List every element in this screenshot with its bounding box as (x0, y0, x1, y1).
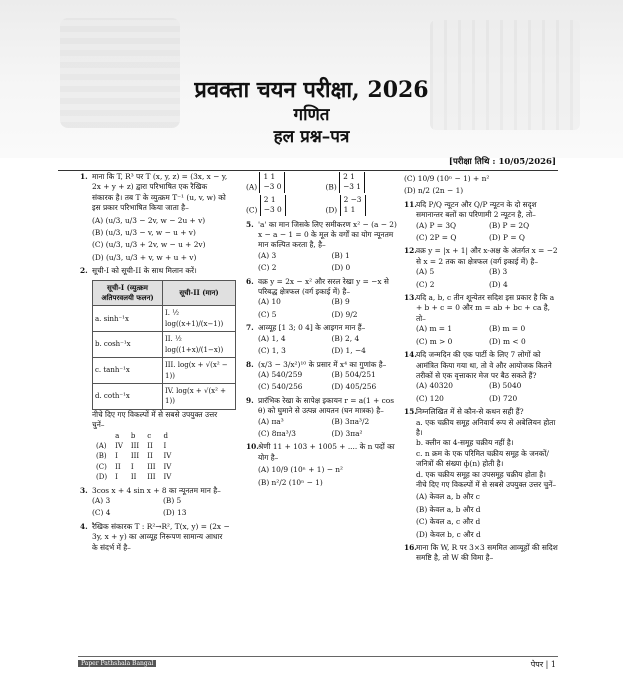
list-2-item: I. ½ log((x+1)/(x−1)) (163, 306, 236, 332)
code-cell: I (115, 452, 118, 461)
question-14 (404, 350, 558, 404)
option-c: (C) 540/256 (258, 382, 303, 392)
question-7 (246, 323, 401, 356)
question-number: 5. (246, 219, 254, 229)
code-cell: IV (163, 462, 172, 471)
code-cell: I (115, 473, 118, 482)
statement-c: c. n क्रम के एक परिमित चक्रीय समूह के जनकों/जनित्रों की संख्या ф(n) होती है। (416, 448, 549, 469)
option-a: (A) 10 (258, 297, 281, 307)
question-16 (404, 543, 558, 564)
question-number: 8. (246, 359, 254, 369)
question-text: यदि a, b, c तीन शून्येतर सदिश इस प्रकार है कि a + b + c = 0 और m = ab + bc + ca है, तो– (416, 293, 555, 323)
question-number: 15. (404, 407, 417, 417)
exam-date: [परीक्षा तिथि : 10/05/2026] (448, 157, 556, 167)
option-a: (A) m = 1 (416, 324, 453, 334)
question-text: (x/3 − 3/x²)¹⁰ के प्रसार में x⁴ का गुणांक है– (258, 359, 387, 369)
question-number: 6. (246, 276, 254, 286)
instruction-text: नीचे दिए गए विकल्पों में से सबसे उपयुक्त उत्तर चुनें– (416, 479, 557, 489)
question-text: यदि जन्मदिन की एक पार्टी के लिए 7 लोगों को आमंत्रित किया गया था, तो वे और आयोजक कितने तरीकों से एक वृत्ताकार मेज पर बैठ सकते हैं? (416, 350, 552, 380)
option-c: (C) m > 0 (416, 336, 453, 346)
list-2-item: III. log(x + √(x² − 1)) (163, 358, 236, 384)
question-4 (80, 522, 230, 553)
question-number: 11. (404, 199, 417, 209)
option-a: (A) केवल a, b और c (416, 492, 480, 502)
option-d: (D) 720 (489, 393, 518, 403)
option-d: (D) 0 (331, 263, 351, 273)
option-b: (B) केवल a, b और d (416, 504, 481, 514)
statement-d: d. एक चक्रीय समूह का उपसमूह चक्रीय होता है। (416, 469, 546, 479)
code-head (92, 431, 111, 441)
question-number: 2. (80, 266, 88, 276)
code-head: c (147, 431, 152, 440)
question-text: माना कि W, R पर 3×3 सममित आव्यूहों की सदिश समष्टि है, तो W की विमा है– (416, 543, 558, 563)
question-6 (246, 277, 401, 321)
question-1 (80, 172, 230, 263)
page-number: पेपर | 1 (530, 660, 556, 669)
code-head: a (115, 431, 120, 440)
code-cell: IV (163, 473, 172, 482)
subject-title: गणित (293, 105, 330, 125)
option-d: (D) 1, −4 (331, 346, 366, 356)
list-2-item: II. ½ log((1+x)/(1−x)) (163, 332, 236, 358)
question-text: 'a' का मान जिसके लिए समीकरण x² − (a − 2) x − a − 1 = 0 के मूल के वर्गों का योग न्यूनतम मान कल्पित करता है, है– (258, 219, 397, 250)
option-b: (B) (u/3, u/3 − v, w − u + v) (92, 228, 196, 238)
matrix (340, 195, 366, 216)
instruction-text: नीचे दिए गए विकल्पों में से सबसे उपयुक्त उत्तर चुनें– (92, 409, 218, 430)
question-text: माना कि T, R³ पर T (x, y, z) = (3x, x − y, 2x + y + z) द्वारा परिभाषित एक रैखिक संकारक है। तब T के व्युत्क्रम T⁻¹ (u, v, w) को इस प्रकार परिभाषित किया जाता है– (92, 172, 228, 213)
option-label: (B) (325, 182, 337, 192)
option-b: (B) m = 0 (489, 324, 526, 334)
code-head: d (163, 431, 168, 440)
option-d: (D) n/2 (2n − 1) (404, 186, 464, 196)
question-number: 4. (80, 521, 88, 531)
code-cell: (C) (96, 462, 107, 471)
question-number: 13. (404, 293, 417, 303)
code-cell: III (130, 452, 140, 461)
paper-subtitle: हल प्रश्न–पत्र (273, 127, 350, 147)
option-label: (A) (246, 182, 258, 192)
matrix-row: 1 1 (263, 172, 276, 181)
question-number: 12. (404, 246, 417, 256)
question-number: 7. (246, 323, 254, 333)
option-b: (B) 5040 (489, 381, 522, 391)
option-c: (C) 2 (416, 279, 435, 289)
option-c: (C) 2 (258, 263, 277, 273)
matrix-row: 2 1 (343, 172, 355, 181)
code-cell: II (115, 462, 121, 471)
option-d: (D) (u/3, u/3 + v, w + u + v) (92, 252, 197, 262)
matrix-row: −3 0 (263, 182, 282, 192)
matrix (260, 195, 286, 216)
question-text: वक्र y = 2x − x² और सरल रेखा y = −x से परिबद्ध क्षेत्रफल (वर्ग इकाई में) है– (258, 276, 389, 297)
question-text: सूची-I को सूची-II के साथ मिलान करें। (92, 266, 197, 276)
code-cell: III (147, 462, 156, 471)
question-8 (246, 360, 401, 393)
code-cell: (D) (96, 473, 108, 482)
option-d (326, 195, 402, 216)
question-text: आव्यूह [1 3; 0 4] के आइगन मान हैं– (258, 323, 366, 333)
code-cell: III (147, 473, 156, 482)
matrix-row: 2 −3 (343, 194, 362, 204)
option-c: (C) 2P = Q (416, 233, 457, 243)
option-a: (A) 10/9 (10ⁿ + 1) − n² (258, 465, 343, 475)
code-cell: II (147, 441, 153, 450)
option-c: (C) केवल a, c और d (416, 517, 481, 527)
option-label: (D) (325, 205, 338, 215)
option-d: (D) m < 0 (489, 336, 526, 346)
option-d: (D) P = Q (489, 233, 525, 243)
option-a: (A) (u/3, u/3 − 2v, w − 2u + v) (92, 215, 206, 225)
option-a: (A) 1, 4 (258, 333, 286, 343)
option-b: (B) 3 (489, 267, 508, 277)
date-bar (58, 158, 558, 171)
code-cell: I (130, 462, 134, 471)
question-text: यदि P/Q न्यूटन और Q/P न्यूटन के दो सदृश समानान्तर बलों का परिणामी 2 न्यूटन है, तो– (416, 199, 537, 220)
list-2-item: IV. log(x + √(x² + 1)) (163, 383, 236, 409)
question-number: 9. (246, 395, 254, 405)
list-1-item: b. cosh⁻¹x (93, 332, 163, 358)
option-a (246, 172, 322, 193)
list-1-item: d. coth⁻¹x (93, 383, 163, 409)
option-b (326, 172, 402, 193)
question-number: 1. (80, 172, 88, 181)
question-text: श्रेणी 11 + 103 + 1005 + .... के n पदों का योग है– (258, 442, 395, 462)
matrix (339, 172, 365, 193)
option-b: (B) P = 2Q (489, 220, 530, 230)
column-2 (246, 172, 401, 491)
code-cell: (A) (96, 441, 107, 450)
question-number: 16. (404, 543, 417, 552)
option-a: (A) 3 (258, 250, 277, 260)
question-11 (404, 200, 558, 244)
option-c: (C) 10/9 (10ⁿ − 1) + n² (404, 174, 490, 183)
question-10 (246, 442, 401, 488)
page-footer (78, 656, 558, 667)
question-10-continued (404, 174, 558, 197)
question-9 (246, 396, 401, 440)
option-b: (B) 1 (331, 250, 350, 260)
option-c: (C) 5 (258, 309, 277, 319)
option-label: (C) (246, 205, 258, 215)
column-1 (80, 172, 230, 556)
list-1-item: c. tanh⁻¹x (93, 358, 163, 384)
question-text: वक्र y = |x + 1| और x-अक्ष के अंतर्गत x = −2 से x = 2 तक का क्षेत्रफल (वर्ग इकाई में) है– (416, 246, 558, 266)
list-1-item: a. sinh⁻¹x (93, 306, 163, 332)
column-3 (404, 172, 558, 567)
option-a: (A) 540/259 (258, 369, 303, 379)
code-cell: IV (163, 452, 172, 461)
question-3 (80, 486, 230, 519)
matrix-row: −3 1 (343, 182, 362, 192)
option-a: (A) 5 (416, 267, 435, 277)
code-cell: II (147, 452, 153, 461)
list-2-header: सूची-II (मान) (163, 280, 236, 306)
option-d: (D) 405/256 (331, 382, 377, 392)
option-a: (A) 40320 (416, 381, 453, 391)
option-b: (B) 9 (331, 297, 350, 307)
statement-b: b. क्लीन का 4-समूह चक्रीय नहीं है। (416, 438, 514, 448)
option-c: (C) 120 (416, 393, 444, 403)
option-c: (C) 8πa³/3 (258, 428, 296, 438)
option-b: (B) 5 (163, 495, 182, 505)
option-c: (C) 1, 3 (258, 346, 286, 356)
matrix-row: 2 1 (263, 194, 276, 204)
option-d: (D) 13 (163, 508, 187, 518)
question-2 (80, 266, 230, 482)
option-d: (D) 9/2 (331, 309, 358, 319)
question-text: रैखिक संकारक T : R²→R², T(x, y) = (2x − 3y, x + y) का आव्यूह निरूपण सामान्य आधार के संदर्भ में है– (92, 521, 230, 552)
statement-a: a. एक चक्रीय समूह अनिवार्य रूप से अबेलियन होता है। (416, 417, 556, 437)
option-b: (B) n²/2 (10ⁿ − 1) (258, 477, 323, 487)
option-b: (B) 3πa³/2 (331, 416, 370, 426)
question-13 (404, 293, 558, 347)
matrix (259, 172, 285, 193)
question-4-options (246, 172, 401, 216)
code-cell: I (163, 441, 167, 450)
option-c (246, 195, 322, 216)
match-table (92, 280, 236, 410)
option-d: (D) 4 (489, 279, 508, 289)
option-b: (B) 2, 4 (331, 333, 360, 343)
code-cell: IV (115, 441, 123, 450)
question-text: प्रारंभिक रेखा के सापेक्ष इकायन r = a(1 + cos θ) को घुमाने से उत्पन्न आयतन (घन मात्रक) है– (258, 395, 395, 416)
answer-codes-table (92, 431, 175, 483)
code-head: b (130, 431, 136, 440)
publisher-logo: Paper Pathshala Bangal (78, 660, 156, 667)
option-a: (A) πa³ (258, 416, 284, 426)
question-text: निम्नलिखित में से कौन-से कथन सही हैं? (416, 407, 524, 417)
exam-title: प्रवक्ता चयन परीक्षा, 2026 (194, 77, 429, 103)
option-d: (D) 3πa² (331, 428, 363, 438)
code-cell: III (130, 441, 140, 450)
option-d: (D) केवल b, c और d (416, 529, 481, 539)
option-b: (B) 504/251 (331, 369, 376, 379)
question-12 (404, 246, 558, 290)
option-a: (A) P = 3Q (416, 220, 457, 230)
question-text: 3cos x + 4 sin x + 8 का न्यूनतम मान है– (92, 485, 221, 495)
matrix-row: −3 0 (263, 205, 282, 215)
option-c: (C) (u/3, u/3 + 2v, w − u + 2v) (92, 240, 206, 250)
option-a: (A) 3 (92, 495, 111, 505)
code-cell: (B) (96, 452, 107, 461)
question-15 (404, 407, 558, 540)
matrix-row: 1 1 (343, 205, 356, 215)
code-cell: II (130, 473, 137, 482)
list-1-header: सूची-I (व्युत्क्रम अतिपरवलयी फलन) (93, 280, 163, 306)
question-number: 10. (246, 442, 259, 452)
question-5 (246, 220, 401, 274)
question-number: 14. (404, 350, 417, 360)
question-number: 3. (80, 485, 88, 495)
option-c: (C) 4 (92, 508, 111, 518)
